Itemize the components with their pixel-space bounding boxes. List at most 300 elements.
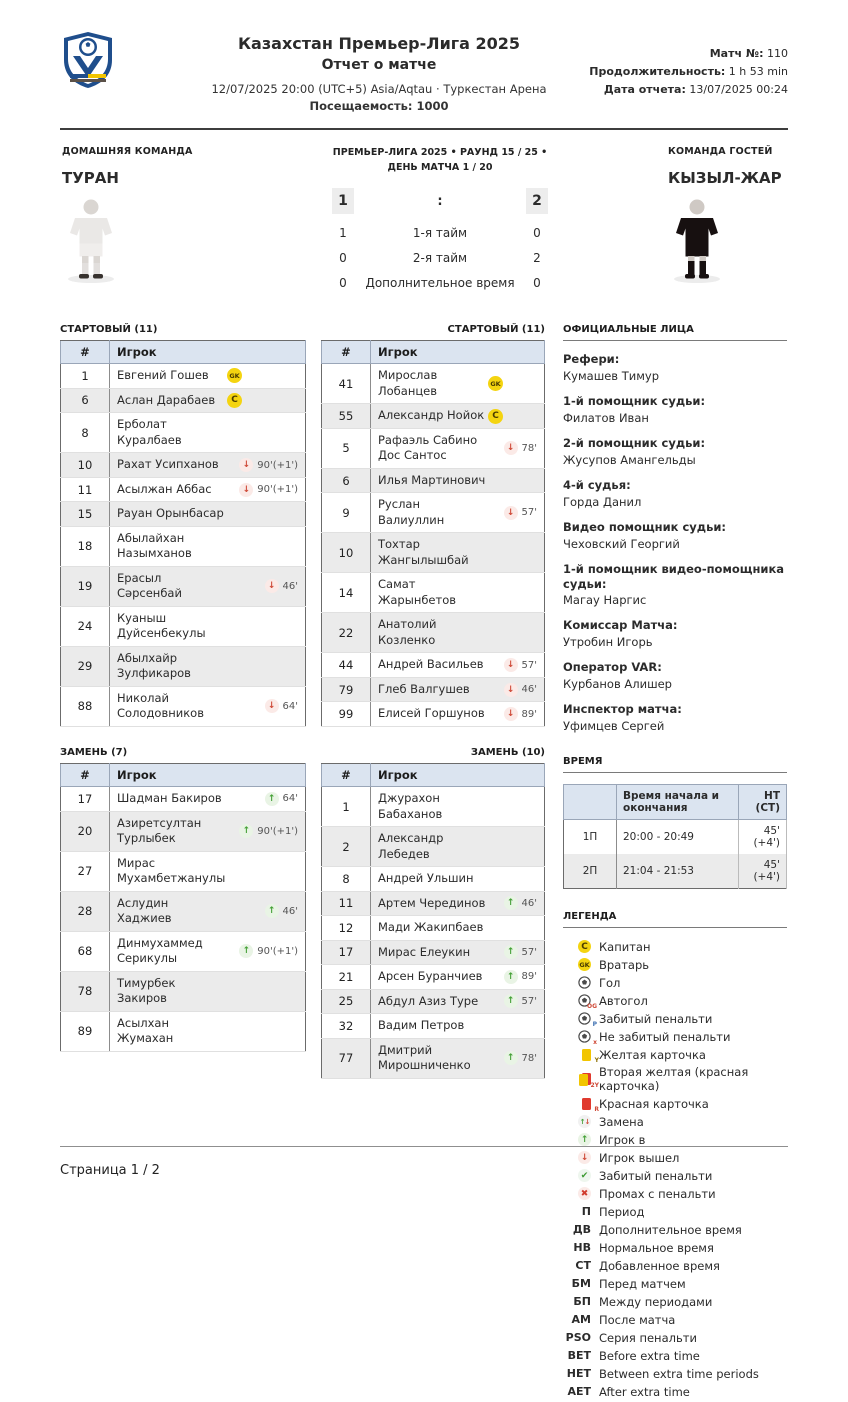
period-label: 1-я тайм [412,226,468,241]
legend-code: НВ [573,1241,591,1255]
home-team-label: ДОМАШНЯЯ КОМАНДА [62,146,193,157]
event-time: 64' [282,793,298,805]
away-team-label: КОМАНДА ГОСТЕЙ [668,146,773,157]
match-number: Матч №: 110 [709,47,788,60]
players-table [321,763,545,1079]
legend-label: Нормальное время [599,1240,714,1255]
logo-area [60,26,180,96]
player-out-icon: ↓ [504,506,518,520]
official-entry [563,436,787,468]
legend-label: Вратарь [599,957,650,972]
event-time: 57' [521,507,537,519]
player-number: 8 [322,867,371,892]
report-title: Казахстан Премьер-Лига 2025 [237,34,521,53]
table-row [61,851,306,891]
legend-label: Промах с пенальти [599,1186,716,1201]
legend-item [563,1330,787,1345]
page-footer [60,1146,788,1178]
legend-label: Замена [599,1114,644,1129]
player-name: Вадим Петров [378,1018,465,1033]
table-row [61,811,306,851]
official-name: Курбанов Алишер [563,677,672,692]
captain-icon: C [578,940,591,953]
substitution-event [504,945,537,959]
official-name: Филатов Иван [563,411,649,426]
table-row [322,573,545,613]
period-nt: 45' (+4') [738,820,786,855]
legend-label: Игрок вышел [599,1150,680,1165]
player-out-icon: ↓ [239,458,253,472]
players-table [60,340,306,727]
player-number: 2 [322,827,371,867]
player-column-header: Игрок [110,763,306,786]
table-row [322,827,545,867]
table-row [322,533,545,573]
yellow-card-icon: Y [582,1049,591,1061]
player-number: 17 [61,786,110,811]
official-role: 4-й судья: [563,477,631,492]
away-score: 2 [526,188,548,214]
player-number: 78 [61,971,110,1011]
player-number: 11 [61,477,110,502]
match-duration: Продолжительность: 1 h 53 min [589,65,788,78]
player-name: Дмитрий Мирошниченко [378,1042,471,1073]
legend-code: БП [573,1295,591,1309]
player-out-icon: ↓ [578,1151,591,1164]
period-label: 2-я тайм [412,251,468,266]
substitution-event [504,994,537,1008]
legend-code: П [581,1205,591,1219]
own-goal-icon: OG [578,994,591,1007]
official-name: Кумашев Тимур [563,369,660,384]
player-number: 44 [322,653,371,678]
substitution-event [504,658,537,672]
captain-icon: C [488,409,503,424]
away-team-block [668,146,786,300]
legend-item [563,1294,787,1309]
player-name: Рауан Орынбасар [117,506,224,521]
legend-code: СТ [575,1259,591,1273]
officials-title: ОФИЦИАЛЬНЫЕ ЛИЦА [563,324,787,341]
table-row [61,453,306,478]
player-number: 1 [322,786,371,826]
legend-label: Капитан [599,939,651,954]
period-nt: 45' (+4') [738,854,786,889]
player-name: Илья Мартинович [378,472,486,487]
legend-item [563,1312,787,1327]
player-out-icon: ↓ [239,483,253,497]
table-row [322,989,545,1014]
page-number: Страница 1 / 2 [60,1163,160,1178]
player-number: 10 [61,453,110,478]
official-role: Оператор VAR: [563,660,662,675]
player-name: Николай Солодовников [117,690,204,721]
player-name: Артем Черединов [378,895,486,910]
player-number: 29 [61,646,110,686]
player-name: Мирас Мухамбетжанулы [117,855,226,886]
substitution-event [265,579,298,593]
goal-icon [578,976,591,989]
period-score-row [324,251,556,267]
player-column-header: Игрок [371,341,545,364]
table-row [61,931,306,971]
table-row [61,1011,306,1051]
player-name: Тимурбек Закиров [117,975,176,1006]
substitution-event [504,970,537,984]
player-in-icon: ↑ [504,970,518,984]
legend-item [563,1348,787,1363]
official-role: Комиссар Матча: [563,618,678,633]
table-row [322,1014,545,1039]
legend-label: Автогол [599,993,648,1008]
legend-label: Between extra time periods [599,1366,759,1381]
footer-divider [60,1146,788,1147]
official-name: Утробин Игорь [563,635,653,650]
substitution-event [504,707,537,721]
times-column: Время начала и окончания [617,785,739,820]
header-divider [60,128,788,130]
table-row [61,566,306,606]
player-name: Андрей Ульшин [378,871,474,886]
substitution-event [504,1051,537,1065]
official-name: Горда Данил [563,494,642,509]
table-row [322,965,545,990]
header-center [180,26,578,116]
table-row [322,916,545,941]
table-row [61,526,306,566]
legend-title: ЛЕГЕНДА [563,911,787,928]
table-row [322,428,545,468]
player-number: 12 [322,916,371,941]
player-name: Тохтар Жангылышбай [378,537,469,567]
substitution-icon: ↑ ↓ [578,1115,591,1128]
table-row [322,404,545,429]
lineups-area [60,324,545,1402]
official-name: Магау Наргис [563,593,647,608]
table-row [61,502,306,527]
table-row [322,1038,545,1078]
player-number: 9 [322,493,371,533]
home-score: 1 [332,188,354,214]
legend-label: Период [599,1204,645,1219]
table-row [322,493,545,533]
substitution-event [504,441,537,455]
player-name: Аслан Дарабаев [117,392,216,407]
official-role: 2-й помощник судьи: [563,435,706,450]
legend-item [563,1222,787,1237]
player-name: Мирослав Лобанцев [378,368,438,398]
legend-item [563,1186,787,1201]
legend-label: Before extra time [599,1348,700,1363]
player-number: 41 [322,364,371,404]
away-period-score: 0 [533,226,541,241]
player-column-header: Игрок [110,341,306,364]
official-entry [563,478,787,510]
official-role: Видео помощник судьи: [563,519,727,534]
legend-label: Игрок в [599,1132,646,1147]
player-number: 19 [61,566,110,606]
player-in-icon: ↑ [265,904,279,918]
player-name: Шадман Бакиров [117,790,222,805]
time-title: ВРЕМЯ [563,756,787,773]
official-entry [563,562,787,609]
substitution-event [504,506,537,520]
time-section [563,756,787,889]
player-name: Ерболат Куралбаев [117,417,182,447]
player-number: 28 [61,891,110,931]
lineup-title: СТАРТОВЫЙ (11) [60,324,158,336]
player-number: 18 [61,526,110,566]
legend-item [563,1366,787,1381]
table-row [61,413,306,453]
lineup-title: СТАРТОВЫЙ (11) [447,324,545,336]
player-number: 15 [61,502,110,527]
table-row [61,646,306,686]
away-starting-lineup [321,324,545,727]
player-name: Рахат Усипханов [117,457,219,472]
event-time: 64' [282,700,298,712]
player-number: 21 [322,965,371,990]
player-in-icon: ↑ [578,1133,591,1146]
period-code: 2П [564,854,617,889]
player-name: Рафаэль Сабино Дос Сантос [378,432,478,463]
legend-label: Забитый пенальти [599,1011,713,1026]
legend-label: Добавленное время [599,1258,720,1273]
time-row [564,854,787,889]
legend-item [563,975,787,990]
legend-item [563,1204,787,1219]
period-score-row [324,276,556,292]
penalty-missed-icon: ✖ [578,1187,591,1200]
final-score [332,188,548,214]
player-name: Асылжан Аббас [117,481,212,496]
player-number: 89 [61,1011,110,1051]
substitution-event [265,904,298,918]
event-time: 89' [521,971,537,983]
period-times: 20:00 - 20:49 [617,820,739,855]
event-time: 78' [521,1052,537,1064]
official-name: Чеховский Георгий [563,536,680,551]
player-number: 24 [61,606,110,646]
table-header-row [61,763,306,786]
lineup-title: ЗАМЕНЬ (10) [470,746,545,758]
info-column [563,324,787,1402]
legend-item [563,1096,787,1111]
player-number: 6 [322,468,371,493]
legend-label: Серия пенальти [599,1330,697,1345]
player-name: Арсен Буранчиев [378,969,483,984]
nt-column: НТ (СТ) [738,785,786,820]
period-times: 21:04 - 21:53 [617,854,739,889]
report-subtitle: Отчет о матче [321,57,437,73]
league-logo-icon [60,30,116,92]
table-row [61,971,306,1011]
table-row [61,606,306,646]
substitution-event [239,944,298,958]
table-row [322,786,545,826]
red-card-icon: R [582,1098,591,1110]
player-name: Куаныш Дуйсенбекулы [117,610,206,641]
captain-icon: C [227,393,242,408]
official-entry [563,702,787,734]
penalty-no-goal-icon: x [578,1030,591,1043]
away-substitutes [321,747,545,1079]
official-role: Инспектор матча: [563,702,682,717]
player-name: Аслудин Хаджиев [117,895,172,926]
player-out-icon: ↓ [504,683,518,697]
table-row [322,613,545,653]
player-name: Абдул Азиз Туре [378,993,479,1008]
player-name: Абылайхан Назымханов [117,530,192,561]
player-in-icon: ↑ [504,1051,518,1065]
player-name: Александр Нойок [378,408,485,423]
legend-label: Дополнительное время [599,1222,742,1237]
table-row [61,686,306,726]
legend-item [563,1240,787,1255]
player-number: 20 [61,811,110,851]
player-column-header: Игрок [371,763,545,786]
officials-list [563,352,787,734]
player-name: Мади Жакипбаев [378,920,484,935]
legend-item [563,1384,787,1399]
period-code: 1П [564,820,617,855]
player-number: 1 [61,364,110,389]
player-number: 10 [322,533,371,573]
event-time: 57' [521,995,537,1007]
legend-label: Не забитый пенальти [599,1029,731,1044]
number-column-header: # [61,341,110,364]
legend-label: Вторая желтая (красная карточка) [599,1065,749,1094]
legend-code: BET [567,1349,591,1363]
player-in-icon: ↑ [504,994,518,1008]
period-scores [324,226,556,291]
second-yellow-card-icon: 2Y [579,1073,591,1086]
legend-code: PSO [565,1331,591,1345]
player-name: Азиретсултан Турлыбек [117,815,202,846]
home-starting-lineup [60,324,306,727]
table-row [61,477,306,502]
player-number: 11 [322,891,371,916]
substitution-event [239,483,298,497]
player-name: Мирас Елеукин [378,944,471,959]
legend-code: БМ [571,1277,591,1291]
player-name: Ерасыл Сәрсенбай [117,570,182,601]
table-row [61,786,306,811]
score-center-block [324,146,556,300]
event-time: 46' [521,897,537,909]
player-name: Андрей Васильев [378,657,484,672]
legend-code: HET [566,1367,591,1381]
legend-item [563,939,787,954]
event-time: 46' [282,580,298,592]
event-time: 90'(+1') [257,945,298,957]
player-number: 14 [322,573,371,613]
player-name: Джурахон Бабаханов [378,790,443,821]
time-table [563,784,787,889]
official-entry [563,394,787,426]
penalty-goal-icon: P [578,1012,591,1025]
table-header-row [322,763,545,786]
table-row [322,940,545,965]
player-number: 77 [322,1038,371,1078]
event-time: 57' [521,659,537,671]
goalkeeper-icon: GK [227,368,242,383]
official-entry [563,352,787,384]
table-row [61,891,306,931]
player-name: Глеб Валгушев [378,681,470,696]
players-table [321,340,545,727]
legend-item [563,1029,787,1047]
legend-label: Между периодами [599,1294,713,1309]
legend-item [563,993,787,1011]
official-entry [563,618,787,650]
event-time: 57' [521,946,537,958]
report-date: Дата отчета: 13/07/2025 00:24 [603,83,788,96]
table-row [322,468,545,493]
home-period-score: 0 [339,251,347,266]
legend-label: Забитый пенальти [599,1168,713,1183]
legend-label: Перед матчем [599,1276,686,1291]
home-period-score: 0 [339,275,347,290]
substitution-event [239,824,298,838]
official-entry [563,660,787,692]
player-name: Руслан Валиуллин [378,497,445,527]
official-name: Уфимцев Сергей [563,719,665,734]
period-column [564,785,617,820]
player-out-icon: ↓ [504,658,518,672]
official-role: 1-й помощник видео-помощника судьи: [563,561,785,591]
legend-label: После матча [599,1312,676,1327]
legend-item [563,1047,787,1062]
legend-item [563,957,787,972]
time-table-header [564,785,787,820]
player-number: 79 [322,677,371,702]
legend-item [563,1114,787,1129]
player-in-icon: ↑ [239,824,253,838]
player-name: Динмухаммед Серикулы [117,935,203,966]
table-row [322,867,545,892]
event-time: 46' [521,684,537,696]
player-number: 6 [61,388,110,413]
player-in-icon: ↑ [265,792,279,806]
player-name: Абылхайр Зулфикаров [117,650,191,681]
player-name: Анатолий Козленко [378,617,437,647]
table-row [322,891,545,916]
table-row [322,364,545,404]
player-number: 99 [322,702,371,727]
event-time: 89' [521,708,537,720]
away-period-score: 0 [533,275,541,290]
substitution-event [504,683,537,697]
table-header-row [61,341,306,364]
goalkeeper-icon: GK [578,958,591,971]
legend-code: AET [567,1385,591,1399]
away-kit-figure [668,197,726,285]
table-row [322,702,545,727]
event-time: 46' [282,905,298,917]
player-number: 27 [61,851,110,891]
goalkeeper-icon: GK [488,376,503,391]
player-number: 17 [322,940,371,965]
legend-label: Красная карточка [599,1096,709,1111]
number-column-header: # [322,763,371,786]
legend-item [563,1065,787,1093]
substitution-event [265,792,298,806]
table-row [322,677,545,702]
legend-label: Желтая карточка [599,1047,706,1062]
player-number: 88 [61,686,110,726]
competition-round-line: ПРЕМЬЕР-ЛИГА 2025 • РАУНД 15 / 25 • ДЕНЬ МАТЧА 1 / 20 [332,147,548,173]
